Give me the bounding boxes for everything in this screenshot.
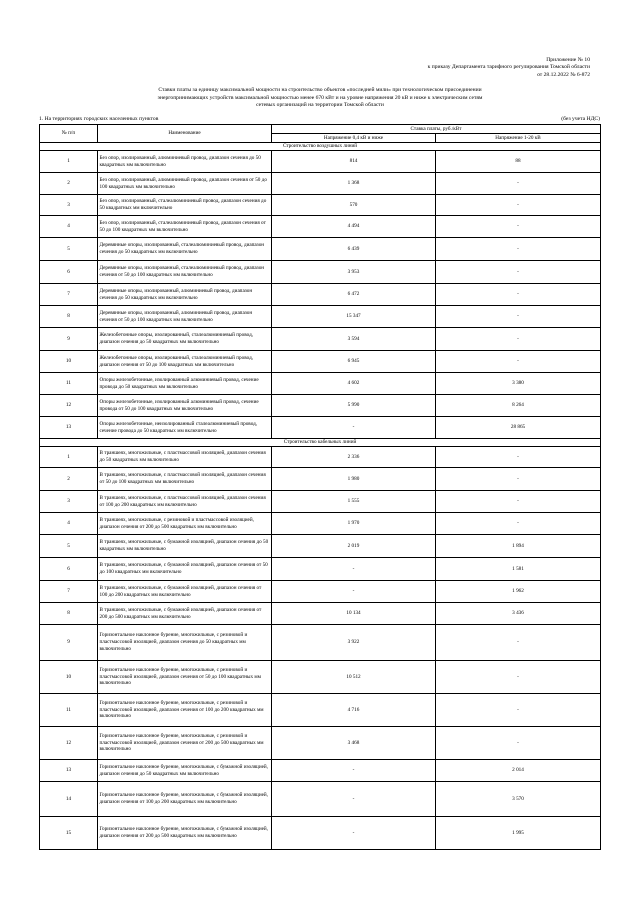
row-name: Горизонтальное наклонное бурение, многожильные, с резиновой и пластмассовой изоляцией, диапазон сечения от 100 до 200 квадратных мм включительно (98, 694, 272, 727)
rate-mid-voltage: - (436, 694, 601, 727)
title-line-1: Ставки платы за единицу максимальной мощности на строительство объектов «последней мили» при технологическом присоединении (158, 87, 482, 93)
row-number: 11 (40, 694, 98, 727)
rate-mid-voltage: - (436, 468, 601, 491)
rate-low-voltage: - (272, 817, 436, 850)
rate-low-voltage: 15 347 (272, 306, 436, 328)
vat-note: (без учета НДС) (561, 116, 600, 122)
table-row (40, 817, 601, 850)
rate-mid-voltage: - (436, 216, 601, 238)
row-number: 4 (40, 513, 98, 535)
appendix-header (290, 57, 590, 79)
section-overhead-lines (40, 143, 601, 151)
row-number: 5 (40, 535, 98, 558)
row-name: Без опор, изолированный, сталеалюминиевый провод, диапазон сечения до 50 квадратных мм включительно (98, 195, 272, 216)
table-row (40, 782, 601, 817)
row-number: 10 (40, 351, 98, 373)
table-row (40, 661, 601, 694)
rate-low-voltage: - (272, 760, 436, 782)
rate-mid-voltage: 88 (436, 151, 601, 173)
rate-low-voltage: - (272, 581, 436, 603)
row-number: 13 (40, 417, 98, 439)
row-number: 2 (40, 173, 98, 195)
section-title: Строительство кабельных линий (40, 439, 601, 447)
rate-low-voltage: 4 494 (272, 216, 436, 238)
row-name: Железобетонные опоры, изолированный, сталеалюминиевый провод, диапазон сечения до 50 квадратных мм включительно (98, 328, 272, 351)
rate-low-voltage: 1 555 (272, 491, 436, 513)
appendix-order-date: от 28.12.2022 № 6-872 (537, 71, 590, 78)
rate-low-voltage: 3 594 (272, 328, 436, 351)
table-header-row (40, 125, 601, 134)
row-number: 11 (40, 373, 98, 395)
table-row (40, 760, 601, 782)
table-row (40, 151, 601, 173)
rate-low-voltage: 2 019 (272, 535, 436, 558)
table-row (40, 261, 601, 284)
row-number: 4 (40, 216, 98, 238)
row-name: Горизонтальное наклонное бурение, многожильные, с бумажной изоляцией, диапазон сечения от 200 до 500 квадратных мм включительно (98, 817, 272, 850)
table-row (40, 625, 601, 661)
row-number: 1 (40, 151, 98, 173)
rate-mid-voltage: - (436, 513, 601, 535)
row-number: 5 (40, 238, 98, 261)
row-name: Горизонтальное наклонное бурение, многожильные, с резиновой и пластмассовой изоляцией, диапазон сечения до 50 квадратных мм включительно (98, 625, 272, 661)
rate-low-voltage: 814 (272, 151, 436, 173)
table-row (40, 491, 601, 513)
rate-mid-voltage: - (436, 727, 601, 760)
section-title: Строительство воздушных линий (40, 143, 601, 151)
rate-mid-voltage: - (436, 173, 601, 195)
table-row (40, 727, 601, 760)
table-row (40, 694, 601, 727)
row-name: Деревянные опоры, изолированный, алюминиевый провод, диапазон сечения до 50 квадратных мм включительно (98, 284, 272, 306)
table-row (40, 535, 601, 558)
row-number: 7 (40, 581, 98, 603)
rate-low-voltage: 4 602 (272, 373, 436, 395)
table-row (40, 558, 601, 581)
row-name: В траншеях, многожильные, с пластмассовой изоляцией, диапазон сечения до 50 квадратных мм включительно (98, 447, 272, 468)
row-name: В траншеях, многожильные, с пластмассовой изоляцией, диапазон сечения от 50 до 100 квадратных мм включительно (98, 468, 272, 491)
row-name: В траншеях, многожильные, с пластмассовой изоляцией, диапазон сечения от 100 до 200 квадратных мм включительно (98, 491, 272, 513)
table-row (40, 284, 601, 306)
rate-low-voltage: 3 953 (272, 261, 436, 284)
rate-low-voltage: - (272, 558, 436, 581)
rate-mid-voltage: - (436, 284, 601, 306)
territory-subheading: 1. На территориях городских населенных пунктов (39, 116, 159, 122)
table-row (40, 447, 601, 468)
row-number: 7 (40, 284, 98, 306)
row-number: 3 (40, 491, 98, 513)
rate-mid-voltage: - (436, 447, 601, 468)
row-name: Опоры железобетонные, изолированный алюминиевый провод, сечение провода до 50 квадратных мм включительно (98, 373, 272, 395)
table-row (40, 173, 601, 195)
row-name: Горизонтальное наклонное бурение, многожильные, с бумажной изоляцией, диапазон сечения до 50 квадратных мм включительно (98, 760, 272, 782)
header-voltage-low: Напряжение 0,4 кВ и ниже (272, 134, 436, 143)
rate-mid-voltage: - (436, 351, 601, 373)
rates-table (39, 124, 601, 850)
row-number: 3 (40, 195, 98, 216)
table-row (40, 581, 601, 603)
title-line-3: сетевых организаций на территории Томской области (256, 102, 384, 109)
row-number: 2 (40, 468, 98, 491)
table-row (40, 195, 601, 216)
table-row (40, 417, 601, 439)
row-number: 1 (40, 447, 98, 468)
row-name: Железобетонные опоры, изолированный, сталеалюминиевый провод, диапазон сечения от 50 до 100 квадратных мм включительно (98, 351, 272, 373)
row-number: 14 (40, 782, 98, 817)
rate-mid-voltage: - (436, 625, 601, 661)
rate-mid-voltage: - (436, 661, 601, 694)
rate-low-voltage: 5 990 (272, 395, 436, 417)
row-number: 9 (40, 328, 98, 351)
row-name: В траншеях, многожильные, с бумажной изоляцией, диапазон сечения до 50 квадратных мм включительно (98, 535, 272, 558)
table-row (40, 216, 601, 238)
row-number: 8 (40, 306, 98, 328)
rate-mid-voltage: 3 436 (436, 603, 601, 625)
row-name: Горизонтальное наклонное бурение, многожильные, с резиновой и пластмассовой изоляцией, диапазон сечения от 50 до 100 квадратных мм включительно (98, 661, 272, 694)
rate-low-voltage: 6 472 (272, 284, 436, 306)
rate-low-voltage: 2 336 (272, 447, 436, 468)
rate-mid-voltage: 1 962 (436, 581, 601, 603)
row-number: 12 (40, 395, 98, 417)
row-name: В траншеях, многожильные, с бумажной изоляцией, диапазон сечения от 50 до 100 квадратных мм включительно (98, 558, 272, 581)
row-name: В траншеях, многожильные, с бумажной изоляцией, диапазон сечения от 100 до 200 квадратных мм включительно (98, 581, 272, 603)
rate-low-voltage: 570 (272, 195, 436, 216)
rate-mid-voltage: 1 581 (436, 558, 601, 581)
rate-mid-voltage: - (436, 491, 601, 513)
rate-low-voltage: - (272, 417, 436, 439)
section-cable-lines (40, 439, 601, 447)
header-voltage-mid: Напряжение 1-20 кВ (436, 134, 601, 143)
row-name: В траншеях, многожильные, с резиновой и пластмассовой изоляцией, диапазон сечения от 200 до 500 квадратных мм включительно (98, 513, 272, 535)
rate-mid-voltage: 3 570 (436, 782, 601, 817)
table-row (40, 603, 601, 625)
appendix-order-ref: к приказу Департамента тарифного регулирования Томской области (427, 64, 590, 71)
rate-mid-voltage: 28 865 (436, 417, 601, 439)
table-row (40, 351, 601, 373)
rate-mid-voltage: - (436, 328, 601, 351)
table-row (40, 238, 601, 261)
rate-low-voltage: 1 368 (272, 173, 436, 195)
rate-low-voltage: - (272, 782, 436, 817)
header-rates: Ставка платы, руб./кВт (272, 125, 601, 134)
rate-mid-voltage: - (436, 238, 601, 261)
row-name: Горизонтальное наклонное бурение, многожильные, с бумажной изоляцией, диапазон сечения от 100 до 200 квадратных мм включительно (98, 782, 272, 817)
table-body (40, 143, 601, 850)
appendix-number: Приложение № 10 (546, 57, 590, 63)
rate-mid-voltage: 1 995 (436, 817, 601, 850)
row-name: Деревянные опоры, изолированный, алюминиевый провод, диапазон сечения от 50 до 100 квадратных мм включительно (98, 306, 272, 328)
rate-low-voltage: 6 439 (272, 238, 436, 261)
table-row (40, 373, 601, 395)
row-name: Без опор, изолированный, алюминиевый провод, диапазон сечения до 50 квадратных мм включительно (98, 151, 272, 173)
row-number: 6 (40, 558, 98, 581)
rate-low-voltage: 3 922 (272, 625, 436, 661)
row-number: 12 (40, 727, 98, 760)
rate-low-voltage: 6 945 (272, 351, 436, 373)
row-number: 9 (40, 625, 98, 661)
rate-mid-voltage: - (436, 195, 601, 216)
header-name: Наименование (98, 125, 272, 143)
rate-low-voltage: 3 468 (272, 727, 436, 760)
row-name: Деревянные опоры, изолированный, сталеалюминиевый провод, диапазон сечения от 50 до 100 квадратных мм включительно (98, 261, 272, 284)
rate-mid-voltage: 3 380 (436, 373, 601, 395)
row-number: 13 (40, 760, 98, 782)
rate-low-voltage: 1 980 (272, 468, 436, 491)
rate-mid-voltage: - (436, 261, 601, 284)
table-caption (39, 116, 600, 124)
rate-mid-voltage: 8 264 (436, 395, 601, 417)
document-title (50, 87, 590, 110)
table-row (40, 395, 601, 417)
row-number: 6 (40, 261, 98, 284)
row-name: Без опор, изолированный, сталеалюминиевый провод, диапазон сечения от 50 до 100 квадратных мм включительно (98, 216, 272, 238)
row-name: Опоры железобетонные, неизолированный сталеалюминиевый провод, сечение провода до 50 квадратных мм включительно (98, 417, 272, 439)
row-name: Горизонтальное наклонное бурение, многожильные, с резиновой и пластмассовой изоляцией, диапазон сечения от 200 до 500 квадратных мм включительно (98, 727, 272, 760)
row-name: Опоры железобетонные, изолированный алюминиевый провод, сечение провода от 50 до 100 квадратных мм включительно (98, 395, 272, 417)
header-number: № п/п (40, 125, 98, 143)
table-row (40, 513, 601, 535)
table-row (40, 306, 601, 328)
rate-low-voltage: 1 970 (272, 513, 436, 535)
row-name: В траншеях, многожильные, с бумажной изоляцией, диапазон сечения от 200 до 500 квадратных мм включительно (98, 603, 272, 625)
table-row (40, 468, 601, 491)
row-name: Деревянные опоры, изолированный, сталеалюминиевый провод, диапазон сечения до 50 квадратных мм включительно (98, 238, 272, 261)
rate-low-voltage: 10 512 (272, 661, 436, 694)
rate-low-voltage: 10 134 (272, 603, 436, 625)
row-number: 10 (40, 661, 98, 694)
rate-mid-voltage: 1 894 (436, 535, 601, 558)
title-line-2: энергопринимающих устройств максимальной мощностью менее 670 кВт и на уровне напряжения 20 кВ и ниже к электрическим сетям (157, 94, 483, 101)
rate-mid-voltage: 2 014 (436, 760, 601, 782)
row-number: 15 (40, 817, 98, 850)
row-number: 8 (40, 603, 98, 625)
rate-low-voltage: 4 716 (272, 694, 436, 727)
table-row (40, 328, 601, 351)
row-name: Без опор, изолированный, алюминиевый провод, диапазон сечения от 50 до 100 квадратных мм включительно (98, 173, 272, 195)
rate-mid-voltage: - (436, 306, 601, 328)
